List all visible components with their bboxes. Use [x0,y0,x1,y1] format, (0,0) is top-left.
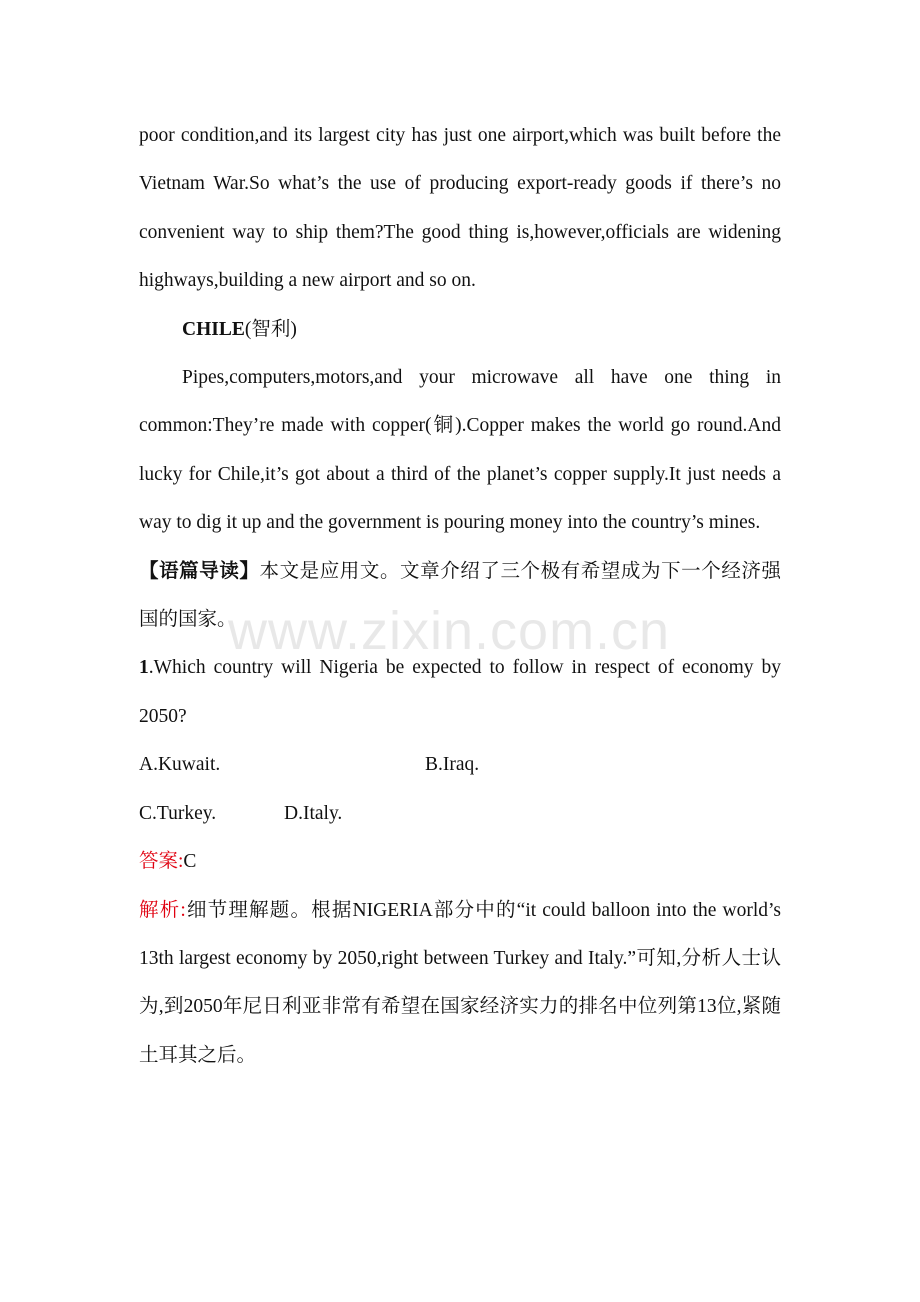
question-number: 1 [139,657,149,679]
paragraph-continuation: poor condition,and its largest city has just one airport,which was built before the Vietnam War.So what’s the use of producing export-ready goods if there’s no convenient way to ship them?The good thing is,however,officials are widening highways,building a new airport and so on. [139,125,781,292]
guide-label: 【语篇导读】 [139,560,260,582]
chile-heading: CHILE [182,318,245,340]
options-row-1 [139,741,781,789]
option-d: D.Italy. [284,802,343,824]
options-row-2 [139,790,781,838]
explanation-label: 解析: [139,899,186,921]
guide-text: 本文是应用文。文章介绍了三个极有希望成为下一个经济强国的国家。 [139,560,781,631]
question-text: .Which country will Nigeria be expected to follow in respect of economy by 2050? [139,657,781,727]
option-c: C.Turkey. [139,802,217,824]
chile-paragraph: Pipes,computers,motors,and your microwave all have one thing in common:They’re made with copper(铜).Copper makes the world go round.And lucky for Chile,it’s got about a third of the planet’s copper supply.It just needs a way to dig it up and the government is pouring money into the country’s mines. [139,367,781,534]
chile-heading-line [139,306,781,354]
guide-paragraph [139,548,781,645]
watermark: www.zixin.com.cn [228,601,671,661]
explanation-text: 细节理解题。根据NIGERIA部分中的“it could balloon into the world’s 13th largest economy by 2050,right between Turkey and Italy.”可知,分析人士认为,到2050年尼日利亚非常有希望在国家经济实力的排名中位列第13位,紧随土耳其之后。 [139,899,781,1066]
answer-line [139,838,781,886]
chile-heading-cn: (智利) [244,318,297,340]
option-b: B.Iraq. [425,754,480,776]
explanation-paragraph [139,887,781,1081]
answer-label: 答案: [139,851,184,873]
answer-value: C [183,851,197,873]
question-1 [139,644,781,741]
option-a: A.Kuwait. [139,754,221,776]
document-page [139,112,781,1080]
